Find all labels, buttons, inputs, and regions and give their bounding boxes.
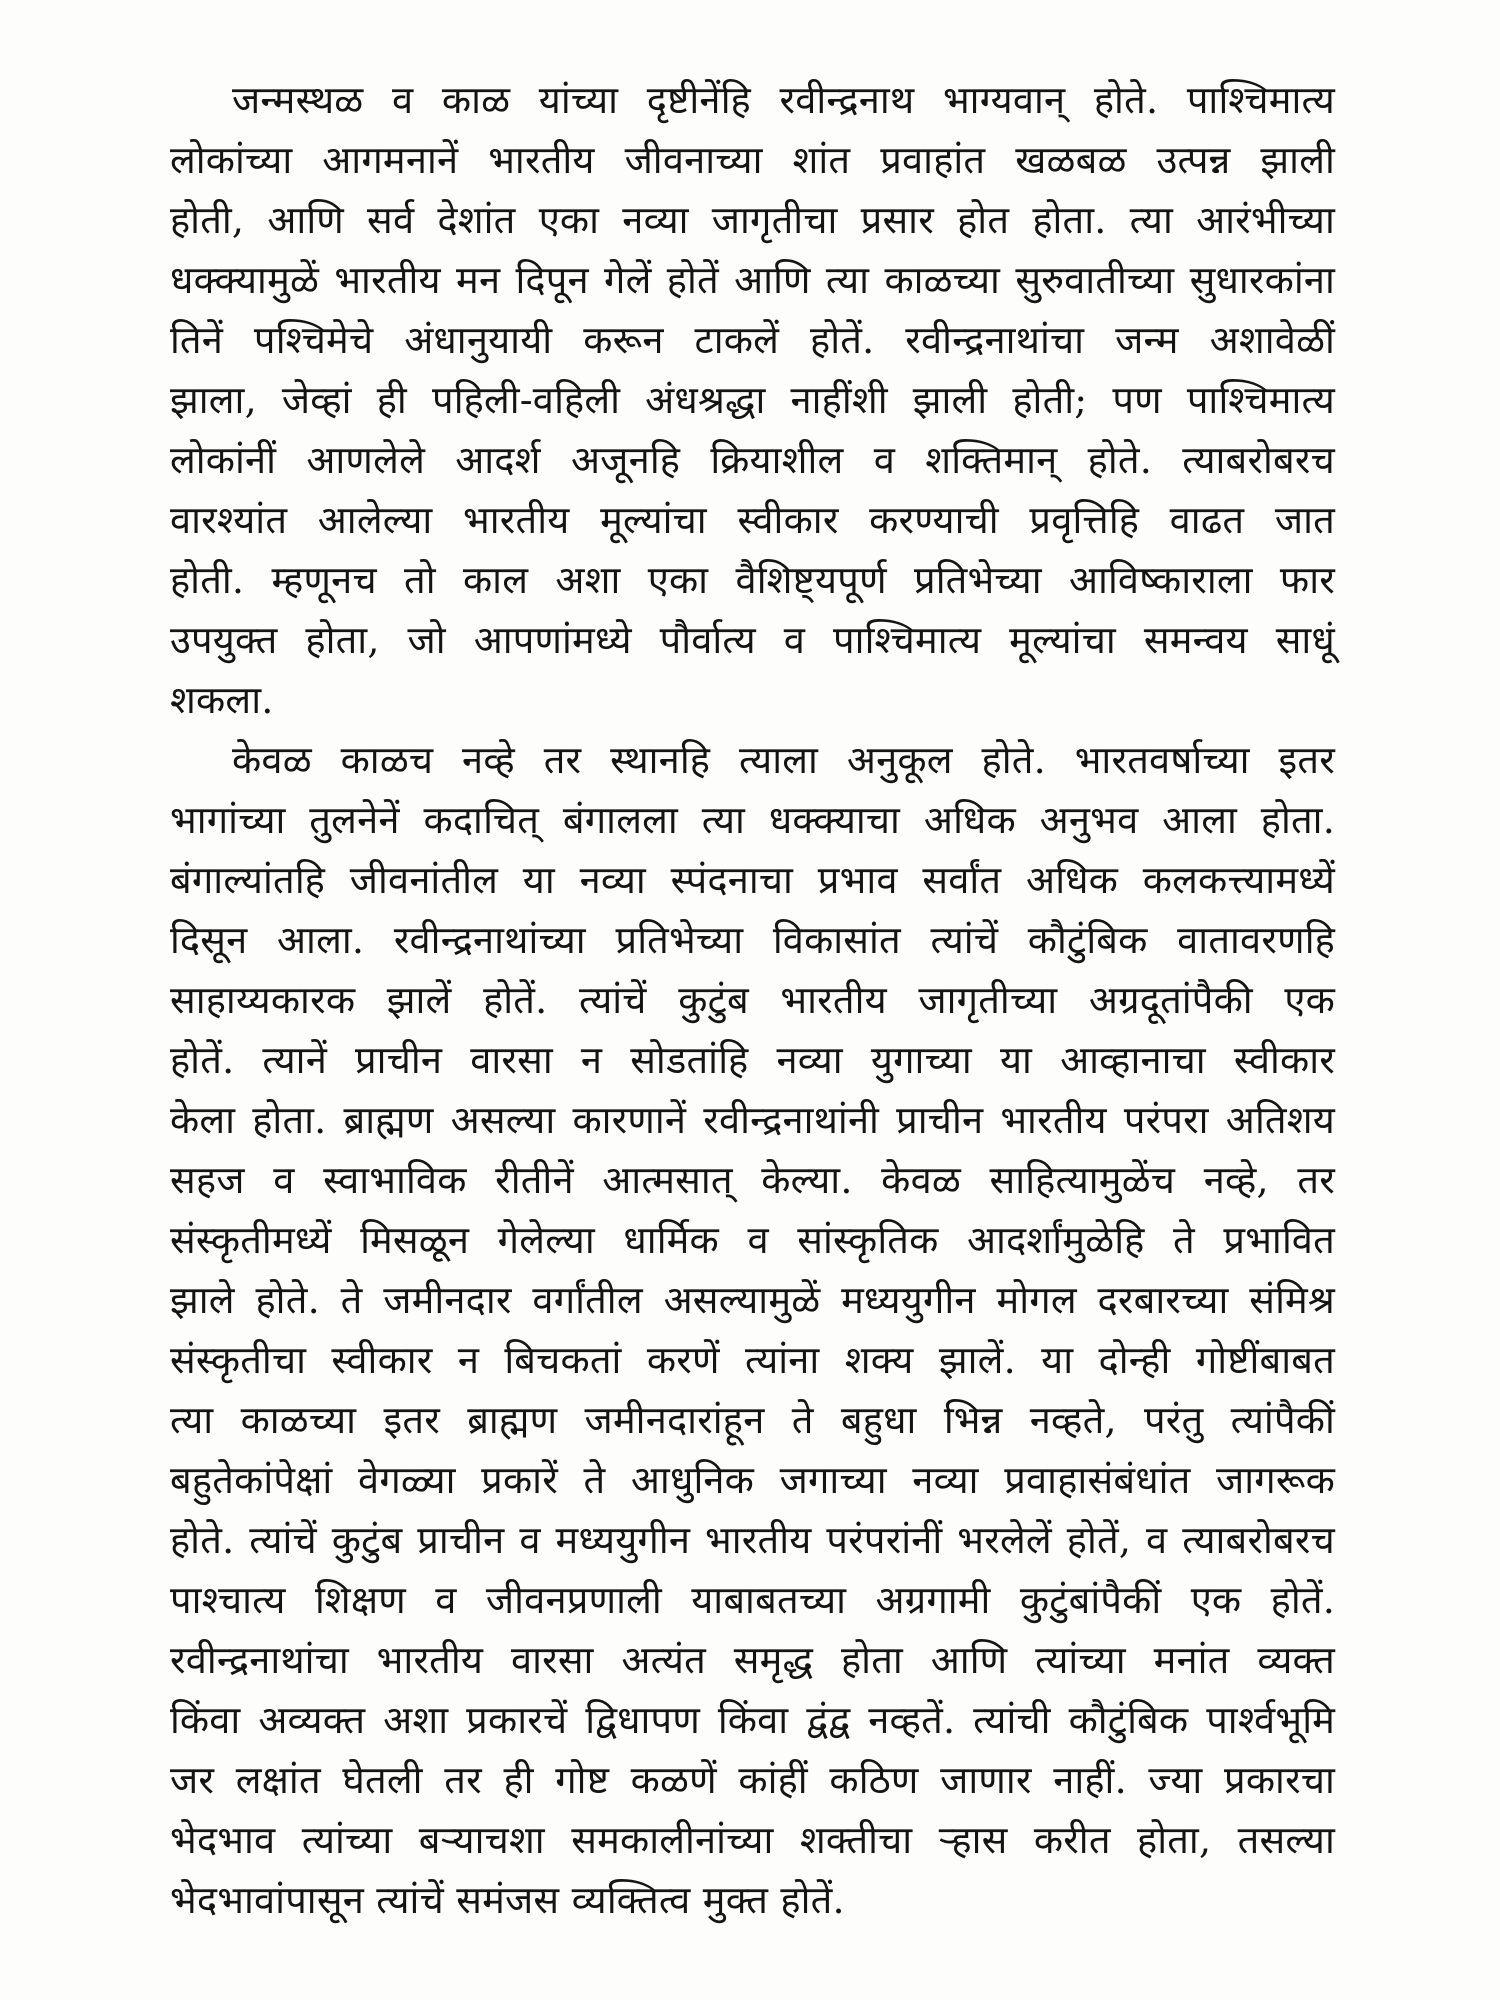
text-line: केला होता. ब्राह्मण असल्या कारणानें रवीन्द्रनाथांनी प्राचीन भारतीय परंपरा अतिशय: [170, 1098, 1335, 1142]
text-line: उपयुक्त होता, जो आपणांमध्ये पौर्वात्य व पाश्चिमात्य मूल्यांचा समन्वय साधूं: [170, 618, 1335, 662]
text-line: लोकांच्या आगमनानें भारतीय जीवनाच्या शांत प्रवाहांत खळबळ उत्पन्न झाली: [170, 138, 1335, 182]
text-line: धक्क्यामुळें भारतीय मन दिपून गेलें होतें आणि त्या काळच्या सुरुवातीच्या सुधारकांना: [170, 258, 1335, 302]
text-line: होती. म्हणूनच तो काल अशा एका वैशिष्ट्यपूर्ण प्रतिभेच्या आविष्काराला फार: [170, 558, 1335, 602]
text-line: सहज व स्वाभाविक रीतीनें आत्मसात् केल्या. केवळ साहित्यामुळेंच नव्हे, तर: [170, 1158, 1335, 1202]
text-line: तिनें पश्चिमेचे अंधानुयायी करून टाकलें होतें. रवीन्द्रनाथांचा जन्म अशावेळीं: [170, 318, 1335, 362]
text-line: वारश्यांत आलेल्या भारतीय मूल्यांचा स्वीकार करण्याची प्रवृत्तिहि वाढत जात: [170, 498, 1335, 542]
text-line: होते. त्यांचें कुटुंब प्राचीन व मध्ययुगीन भारतीय परंपरांनीं भरलेलें होतें, व त्याबरोबरच: [170, 1518, 1335, 1562]
text-line: केवळ काळच नव्हे तर स्थानहि त्याला अनुकूल होते. भारतवर्षाच्या इतर: [232, 738, 1335, 782]
text-line: रवीन्द्रनाथांचा भारतीय वारसा अत्यंत समृद्ध होता आणि त्यांच्या मनांत व्यक्त: [170, 1638, 1335, 1682]
text-line: भेदभावांपासून त्यांचें समंजस व्यक्तित्व मुक्त होतें.: [170, 1878, 845, 1922]
text-line: झाला, जेव्हां ही पहिली-वहिली अंधश्रद्धा नाहींशी झाली होती; पण पाश्चिमात्य: [170, 378, 1335, 422]
text-block: [170, 70, 1335, 1930]
text-line: दिसून आला. रवीन्द्रनाथांच्या प्रतिभेच्या विकासांत त्यांचें कौटुंबिक वातावरणहि: [170, 918, 1335, 962]
text-line: शकला.: [170, 678, 274, 722]
text-line: बंगाल्यांतहि जीवनांतील या नव्या स्पंदनाचा प्रभाव सर्वांत अधिक कलकत्त्यामध्यें: [170, 858, 1335, 902]
text-line: भागांच्या तुलनेनें कदाचित् बंगालला त्या धक्क्याचा अधिक अनुभव आला होता.: [170, 798, 1335, 842]
text-line: लोकांनीं आणलेले आदर्श अजूनहि क्रियाशील व शक्तिमान् होते. त्याबरोबरच: [170, 438, 1335, 482]
text-line: संस्कृतीमध्यें मिसळून गेलेल्या धार्मिक व सांस्कृतिक आदर्शांमुळेहि ते प्रभावित: [170, 1218, 1335, 1262]
text-line: जन्मस्थळ व काळ यांच्या दृष्टीनेंहि रवीन्द्रनाथ भाग्यवान् होते. पाश्चिमात्य: [232, 78, 1335, 122]
text-line: बहुतेकांपेक्षां वेगळ्या प्रकारें ते आधुनिक जगाच्या नव्या प्रवाहासंबंधांत जागरूक: [170, 1458, 1335, 1502]
text-line: त्या काळच्या इतर ब्राह्मण जमीनदारांहून ते बहुधा भिन्न नव्हते, परंतु त्यांपैकीं: [170, 1398, 1335, 1442]
paragraph-1: [170, 70, 1335, 730]
text-line: भेदभाव त्यांच्या बऱ्याचशा समकालीनांच्या शक्तीचा ऱ्हास करीत होता, तसल्या: [170, 1818, 1335, 1862]
text-line: साहाय्यकारक झालें होतें. त्यांचें कुटुंब भारतीय जागृतीच्या अग्रदूतांपैकी एक: [170, 978, 1335, 1022]
paragraph-2: [170, 730, 1335, 1930]
text-line: जर लक्षांत घेतली तर ही गोष्ट कळणें कांहीं कठिण जाणार नाहीं. ज्या प्रकारचा: [170, 1758, 1335, 1802]
text-line: होतें. त्यानें प्राचीन वारसा न सोडतांहि नव्या युगाच्या या आव्हानाचा स्वीकार: [170, 1038, 1335, 1082]
text-line: संस्कृतीचा स्वीकार न बिचकतां करणें त्यांना शक्य झालें. या दोन्ही गोष्टींबाबत: [170, 1338, 1335, 1382]
text-line: होती, आणि सर्व देशांत एका नव्या जागृतीचा प्रसार होत होता. त्या आरंभीच्या: [170, 198, 1335, 242]
text-line: झाले होते. ते जमीनदार वर्गांतील असल्यामुळें मध्ययुगीन मोगल दरबारच्या संमिश्र: [170, 1278, 1335, 1322]
text-line: किंवा अव्यक्त अशा प्रकारचें द्विधापण किंवा द्वंद्व नव्हतें. त्यांची कौटुंबिक पार्श्वभूमि: [170, 1698, 1335, 1742]
text-line: पाश्चात्य शिक्षण व जीवनप्रणाली याबाबतच्या अग्रगामी कुटुंबांपैकीं एक होतें.: [170, 1578, 1335, 1622]
